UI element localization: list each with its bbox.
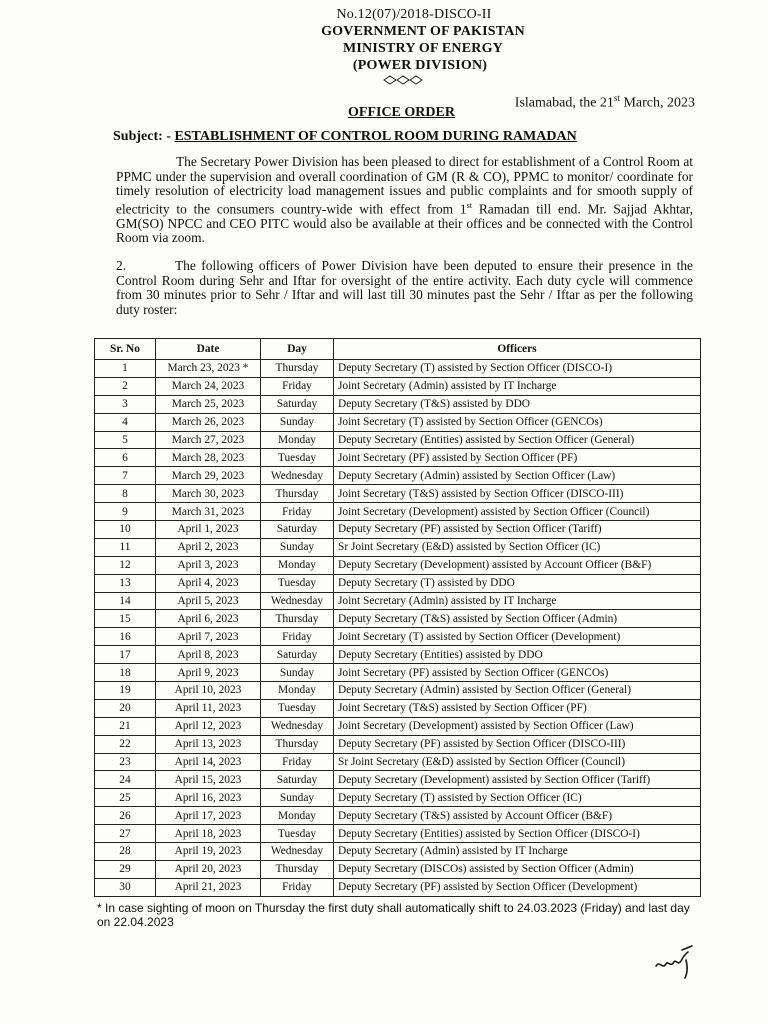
cell-officers: Deputy Secretary (Entities) assisted by DDO [334, 646, 701, 664]
office-order-title: OFFICE ORDER [348, 105, 455, 120]
cell-officers: Deputy Secretary (Entities) assisted by Section Officer (General) [334, 431, 701, 449]
cell-sr-no: 30 [95, 878, 156, 896]
subject-label: Subject: - [113, 129, 175, 144]
table-row [95, 503, 701, 521]
table-row [95, 825, 701, 843]
cell-day: Thursday [261, 735, 334, 753]
ministry-heading: MINISTRY OF ENERGY [343, 41, 503, 56]
paragraph-2-text: The following officers of Power Division have been deputed to ensure their presence in the Control Room during Sehr and Iftar for oversight of the entire activity. Each duty cycle will commence from 30 minutes prior to Sehr / Iftar and will last till 30 minutes past the Sehr / Iftar as per the following duty roster: [116, 258, 693, 317]
cell-date: April 20, 2023 [156, 860, 261, 878]
dateline [515, 93, 695, 112]
table-row [95, 753, 701, 771]
paragraph-1-text-a: The Secretary Power Division has been pleased to direct for establishment of a Control Room at PPMC under the supervision and overall coordination of GM (R & CO), PPMC to monitor/ coordinate for timely resolution of electricity load management issues and public complaints and for smooth supply of electricity to the consumers country-wide with effect from 1 [116, 154, 693, 217]
cell-officers: Joint Secretary (T&S) assisted by Section Officer (DISCO-III) [334, 485, 701, 503]
cell-day: Tuesday [261, 699, 334, 717]
cell-officers: Joint Secretary (T) assisted by Section Officer (GENCOs) [334, 413, 701, 431]
cell-day: Friday [261, 377, 334, 395]
cell-day: Friday [261, 753, 334, 771]
cell-officers: Deputy Secretary (T) assisted by Section Officer (DISCO-I) [334, 360, 701, 378]
cell-date: April 2, 2023 [156, 538, 261, 556]
cell-day: Monday [261, 807, 334, 825]
duty-roster-table [94, 338, 701, 897]
paragraph-2-number: 2. [116, 258, 127, 273]
table-row [95, 360, 701, 378]
table-row [95, 878, 701, 896]
cell-sr-no: 19 [95, 682, 156, 700]
cell-officers: Deputy Secretary (Development) assisted by Section Officer (Tariff) [334, 771, 701, 789]
cell-sr-no: 28 [95, 843, 156, 861]
cell-sr-no: 10 [95, 521, 156, 539]
table-row [95, 807, 701, 825]
cell-sr-no: 18 [95, 664, 156, 682]
table-header-row [95, 339, 701, 360]
cell-sr-no: 12 [95, 556, 156, 574]
cell-date: April 1, 2023 [156, 521, 261, 539]
table-row [95, 682, 701, 700]
cell-officers: Joint Secretary (Development) assisted by Section Officer (Council) [334, 503, 701, 521]
header-day: Day [261, 339, 334, 360]
cell-day: Tuesday [261, 574, 334, 592]
table-row [95, 574, 701, 592]
cell-officers: Deputy Secretary (PF) assisted by Section Officer (Development) [334, 878, 701, 896]
signature-icon [652, 940, 700, 980]
paragraph-1-text-b: Ramadan till end. Mr. Sajjad Akhtar, GM(SO) NPCC and CEO PITC would also be available at their offices and be connected with the Control Room via zoom. [116, 201, 693, 246]
cell-sr-no: 29 [95, 860, 156, 878]
table-row [95, 646, 701, 664]
cell-officers: Sr Joint Secretary (E&D) assisted by Section Officer (IC) [334, 538, 701, 556]
cell-officers: Deputy Secretary (Admin) assisted by IT Incharge [334, 843, 701, 861]
cell-officers: Joint Secretary (T) assisted by Section Officer (Development) [334, 628, 701, 646]
paragraph-2 [116, 259, 693, 317]
table-row [95, 610, 701, 628]
dateline-suffix: st [613, 93, 620, 103]
cell-day: Thursday [261, 360, 334, 378]
cell-day: Saturday [261, 646, 334, 664]
cell-date: March 28, 2023 [156, 449, 261, 467]
cell-officers: Deputy Secretary (T) assisted by DDO [334, 574, 701, 592]
cell-officers: Joint Secretary (Admin) assisted by IT Incharge [334, 377, 701, 395]
cell-day: Saturday [261, 395, 334, 413]
cell-day: Monday [261, 556, 334, 574]
cell-officers: Joint Secretary (Admin) assisted by IT Incharge [334, 592, 701, 610]
cell-sr-no: 27 [95, 825, 156, 843]
cell-date: March 29, 2023 [156, 467, 261, 485]
cell-sr-no: 21 [95, 717, 156, 735]
ornament-icon [382, 74, 426, 86]
table-row [95, 592, 701, 610]
cell-officers: Deputy Secretary (T) assisted by Section Officer (IC) [334, 789, 701, 807]
cell-officers: Deputy Secretary (Entities) assisted by Section Officer (DISCO-I) [334, 825, 701, 843]
cell-officers: Sr Joint Secretary (E&D) assisted by Section Officer (Council) [334, 753, 701, 771]
cell-day: Friday [261, 628, 334, 646]
cell-officers: Joint Secretary (PF) assisted by Section Officer (GENCOs) [334, 664, 701, 682]
letterhead [0, 6, 768, 86]
cell-date: March 31, 2023 [156, 503, 261, 521]
cell-officers: Joint Secretary (PF) assisted by Section Officer (PF) [334, 449, 701, 467]
cell-day: Monday [261, 431, 334, 449]
cell-date: March 26, 2023 [156, 413, 261, 431]
table-row [95, 521, 701, 539]
cell-sr-no: 11 [95, 538, 156, 556]
table-row [95, 771, 701, 789]
cell-sr-no: 2 [95, 377, 156, 395]
cell-day: Tuesday [261, 825, 334, 843]
table-row [95, 377, 701, 395]
cell-day: Sunday [261, 413, 334, 431]
cell-sr-no: 7 [95, 467, 156, 485]
table-row [95, 628, 701, 646]
cell-officers: Deputy Secretary (T&S) assisted by Account Officer (B&F) [334, 807, 701, 825]
cell-sr-no: 26 [95, 807, 156, 825]
cell-day: Wednesday [261, 717, 334, 735]
cell-day: Thursday [261, 485, 334, 503]
cell-officers: Deputy Secretary (Admin) assisted by Section Officer (General) [334, 682, 701, 700]
header-sr-no: Sr. No [95, 339, 156, 360]
cell-sr-no: 24 [95, 771, 156, 789]
cell-day: Thursday [261, 860, 334, 878]
cell-day: Sunday [261, 664, 334, 682]
table-row [95, 449, 701, 467]
cell-date: April 17, 2023 [156, 807, 261, 825]
cell-date: April 8, 2023 [156, 646, 261, 664]
cell-day: Saturday [261, 521, 334, 539]
subject-title: ESTABLISHMENT OF CONTROL ROOM DURING RAMADAN [174, 129, 577, 144]
table-row [95, 789, 701, 807]
cell-date: April 15, 2023 [156, 771, 261, 789]
header-officers: Officers [334, 339, 701, 360]
cell-officers: Deputy Secretary (T&S) assisted by DDO [334, 395, 701, 413]
table-row [95, 860, 701, 878]
cell-day: Wednesday [261, 592, 334, 610]
reference-number: No.12(07)/2018-DISCO-II [336, 7, 492, 22]
cell-sr-no: 20 [95, 699, 156, 717]
cell-date: April 21, 2023 [156, 878, 261, 896]
cell-date: March 24, 2023 [156, 377, 261, 395]
subject-line [113, 129, 577, 145]
cell-date: April 11, 2023 [156, 699, 261, 717]
cell-sr-no: 8 [95, 485, 156, 503]
cell-officers: Deputy Secretary (PF) assisted by Section Officer (Tariff) [334, 521, 701, 539]
division-heading: (POWER DIVISION) [352, 58, 488, 73]
dateline-prefix: Islamabad, the 21 [514, 95, 614, 111]
cell-date: March 30, 2023 [156, 485, 261, 503]
table-row [95, 717, 701, 735]
cell-day: Friday [261, 878, 334, 896]
cell-sr-no: 22 [95, 735, 156, 753]
cell-sr-no: 9 [95, 503, 156, 521]
cell-date: April 14, 2023 [156, 753, 261, 771]
table-row [95, 485, 701, 503]
cell-officers: Deputy Secretary (Admin) assisted by Section Officer (Law) [334, 467, 701, 485]
cell-sr-no: 3 [95, 395, 156, 413]
cell-sr-no: 16 [95, 628, 156, 646]
cell-sr-no: 17 [95, 646, 156, 664]
cell-date: April 16, 2023 [156, 789, 261, 807]
government-heading: GOVERNMENT OF PAKISTAN [321, 24, 525, 39]
cell-date: April 10, 2023 [156, 682, 261, 700]
table-row [95, 538, 701, 556]
paragraph-1 [116, 155, 693, 246]
cell-day: Friday [261, 503, 334, 521]
cell-date: April 3, 2023 [156, 556, 261, 574]
cell-date: April 5, 2023 [156, 592, 261, 610]
cell-date: April 6, 2023 [156, 610, 261, 628]
cell-date: April 7, 2023 [156, 628, 261, 646]
paragraph-1-sup: st [466, 200, 472, 210]
cell-date: April 9, 2023 [156, 664, 261, 682]
cell-day: Tuesday [261, 449, 334, 467]
table-row [95, 735, 701, 753]
cell-officers: Deputy Secretary (DISCOs) assisted by Section Officer (Admin) [334, 860, 701, 878]
header-date: Date [156, 339, 261, 360]
cell-sr-no: 23 [95, 753, 156, 771]
cell-officers: Deputy Secretary (T&S) assisted by Section Officer (Admin) [334, 610, 701, 628]
table-row [95, 699, 701, 717]
cell-date: April 13, 2023 [156, 735, 261, 753]
footnote: * In case sighting of moon on Thursday the first duty shall automatically shift to 24.03.2023 (Friday) and last day on 22.04.2023 [97, 901, 690, 929]
cell-officers: Deputy Secretary (Development) assisted by Account Officer (B&F) [334, 556, 701, 574]
cell-date: March 25, 2023 [156, 395, 261, 413]
table-row [95, 843, 701, 861]
cell-officers: Deputy Secretary (PF) assisted by Section Officer (DISCO-III) [334, 735, 701, 753]
table-row [95, 395, 701, 413]
cell-date: April 19, 2023 [156, 843, 261, 861]
cell-date: April 18, 2023 [156, 825, 261, 843]
cell-date: March 23, 2023 * [156, 360, 261, 378]
cell-day: Thursday [261, 610, 334, 628]
table-row [95, 664, 701, 682]
cell-day: Wednesday [261, 467, 334, 485]
cell-sr-no: 6 [95, 449, 156, 467]
cell-sr-no: 15 [95, 610, 156, 628]
cell-day: Sunday [261, 538, 334, 556]
cell-sr-no: 14 [95, 592, 156, 610]
dateline-rest: March, 2023 [619, 95, 695, 111]
table-body [95, 360, 701, 897]
cell-sr-no: 13 [95, 574, 156, 592]
cell-day: Monday [261, 682, 334, 700]
cell-day: Sunday [261, 789, 334, 807]
cell-sr-no: 4 [95, 413, 156, 431]
cell-date: March 27, 2023 [156, 431, 261, 449]
table-row [95, 467, 701, 485]
table-row [95, 413, 701, 431]
cell-officers: Joint Secretary (T&S) assisted by Section Officer (PF) [334, 699, 701, 717]
cell-officers: Joint Secretary (Development) assisted by Section Officer (Law) [334, 717, 701, 735]
cell-sr-no: 1 [95, 360, 156, 378]
cell-sr-no: 5 [95, 431, 156, 449]
cell-day: Saturday [261, 771, 334, 789]
cell-date: April 12, 2023 [156, 717, 261, 735]
cell-sr-no: 25 [95, 789, 156, 807]
table-row [95, 556, 701, 574]
cell-day: Wednesday [261, 843, 334, 861]
cell-date: April 4, 2023 [156, 574, 261, 592]
table-row [95, 431, 701, 449]
